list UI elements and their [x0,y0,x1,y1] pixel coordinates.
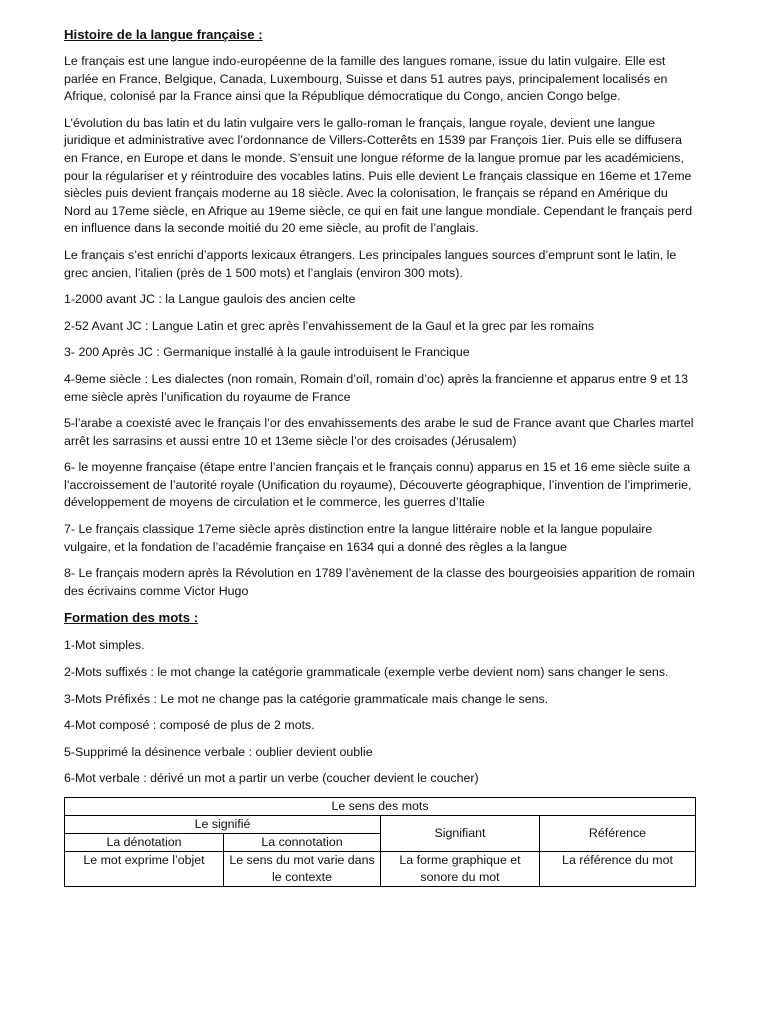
formation-item: 1-Mot simples. [64,638,145,653]
history-paragraph: L’évolution du bas latin et du latin vulgaire vers le gallo-roman le français, langue royale, devient une langue juridique et administrative avec l’ordonnance de Villers-Cotterêts en 1539 par François 1ier. Puis elle se diffusera en France, en Europe et dans le monde. S’ensuit une longue réforme de la langue promue par les académiciens, pour la régulariser et y réintroduire des vocables latins. Puis elle devient Le français classique en 16eme et 17eme siècles puis devient français moderne au 18 siècle. Avec la colonisation, le français se répand en Amérique du Nord au 17eme siècle, en Afrique au 19eme siècle, ce qui en fait une langue mondiale. Cependant le français perd en influence dans la seconde moitié du 20 eme siècle, au profit de l’anglais. [64,115,693,236]
history-paragraph: 6- le moyenne française (étape entre l’ancien français et le français connu) apparus en 15 et 16 eme siècle suite a l’accroissement de l’autorité royale (Unification du royaume), Découverte géographique, l’invention de l’imprimerie, développement de moyens de circulation et le commerce, les guerres d’Italie [64,460,692,510]
table-cell: Le sens du mot varie dans le contexte [224,852,381,887]
denotation-header: La dénotation [65,834,224,852]
formation-item: 3-Mots Préfixés : Le mot ne change pas la catégorie grammaticale mais change le sens. [64,691,549,706]
history-paragraph: 8- Le français modern après la Révolution en 1789 l’avènement de la classe des bourgeoisies apparition de romain des écrivains comme Victor Hugo [64,566,695,598]
history-paragraph: Le français s’est enrichi d’apports lexicaux étrangers. Les principales langues sources d’emprunt sont le latin, le grec ancien, l’italien (près de 1 500 mots) et l’anglais (environ 300 mots). [64,247,677,280]
table-title: Le sens des mots [65,798,696,816]
signifiant-header: Signifiant [381,816,540,852]
table-cell: La forme graphique et sonore du mot [381,852,540,887]
history-paragraph: 4-9eme siècle : Les dialectes (non romain, Romain d’oïl, romain d’oc) après la francienne et apparus entre 9 et 13 eme siècle après l’unification du royaume de France [64,371,688,404]
formation-item: 5-Supprimé la désinence verbale : oublier devient oublie [64,744,373,759]
connotation-header: La connotation [224,834,381,852]
history-heading: Histoire de la langue française : [64,27,263,42]
history-paragraph: 1-2000 avant JC : la Langue gaulois des ancien celte [64,292,356,307]
table-cell: Le mot exprime l’objet [65,852,224,887]
formation-item: 4-Mot composé : composé de plus de 2 mots. [64,718,315,733]
history-paragraph: 7- Le français classique 17eme siècle après distinction entre la langue littéraire noble et la langue populaire vulgaire, et la fondation de l’académie française en 1634 qui a donné des règles a la langue [64,522,653,554]
formation-heading: Formation des mots : [64,610,199,626]
history-paragraph: 3- 200 Après JC : Germanique installé à la gaule introduisent le Francique [64,345,470,360]
table-cell: La référence du mot [540,852,696,887]
document-page [64,26,696,887]
history-paragraph: 2-52 Avant JC : Langue Latin et grec après l’envahissement de la Gaul et la grec par les romains [64,318,595,333]
history-paragraph: Le français est une langue indo-européenne de la famille des langues romane, issue du latin vulgaire. Elle est parlée en France, Belgique, Canada, Luxembourg, Suisse et dans 51 autres pays, principalement localisés en Afrique, colonisé par la France ainsi que la République démocratique du Congo, ancien Congo belge. [64,54,668,104]
reference-header: Référence [540,816,696,852]
word-meaning-table [64,797,696,887]
formation-item: 2-Mots suffixés : le mot change la catégorie grammaticale (exemple verbe devient nom) sans changer le sens. [64,665,669,680]
history-paragraph: 5-l’arabe a coexisté avec le français l’or des envahissements des arabe le sud de France avant que Charles martel arrêt les sarrasins et aussi entre 10 et 13eme siècle l’or des croisades (Jérusalem) [64,416,694,448]
formation-item: 6-Mot verbale : dérivé un mot a partir un verbe (coucher devient le coucher) [64,771,479,786]
signifie-header: Le signifié [65,816,381,834]
